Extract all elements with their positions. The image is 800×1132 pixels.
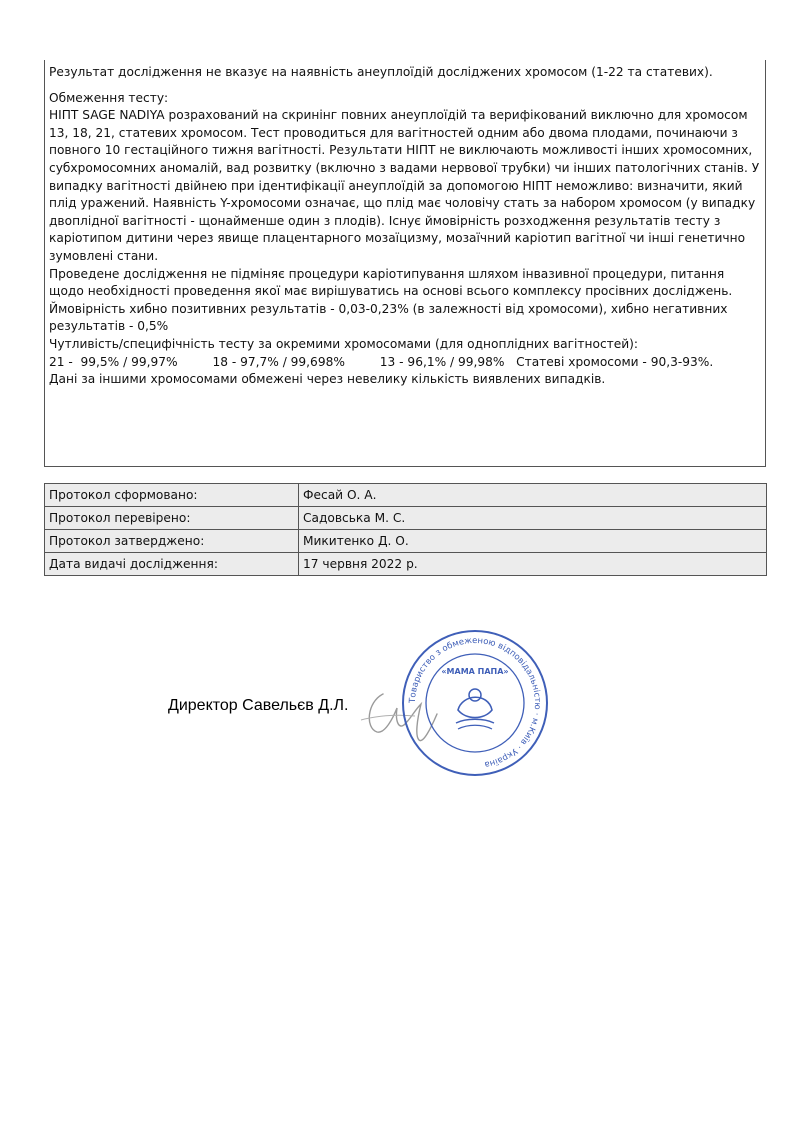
stamp-outer-text: Товариство з обмеженою відповідальністю · м.Київ · Україна [407, 635, 543, 770]
stamp-logo-head [469, 689, 481, 701]
sensitivity-chr21: 21 - 99,5% / 99,97% [49, 354, 178, 369]
sensitivity-heading: Чутливість/специфічність тесту за окремими хромосомами (для одноплідних вагітностей): [49, 336, 639, 351]
table-row [45, 484, 767, 507]
sensitivity-chr13: 13 - 96,1% / 99,98% [379, 354, 505, 369]
results-section [44, 60, 766, 467]
table-row [45, 553, 767, 576]
svg-text:Товариство з обмеженою відпові [408, 636, 542, 769]
table-row [45, 530, 767, 553]
company-stamp [400, 628, 550, 778]
table-row [45, 507, 767, 530]
sensitivity-sex: Статеві хромосоми - 90,3-93%. [516, 354, 714, 369]
protocol-formed-label: Протокол сформовано: [45, 484, 299, 507]
protocol-checked-value: Садовська М. С. [299, 507, 767, 530]
protocol-checked-label: Протокол перевірено: [45, 507, 299, 530]
limitations-text: НІПТ SAGE NADIYA розрахований на скринінг повних анеуплоїдій та верифікований виключно для хромосом 13, 18, 21, статевих хромосом. Тест проводиться для вагітностей одним або двома плодами, починаючи з повного 10 гестаційного тижня вагітності. Результати НІПТ не виключають можливості інших хромосомних, субхромосомних аномалій, вад розвитку (включно з вадами нервової трубки) чи інших патологічних станів. У випадку вагітності двійнею при ідентифікації анеуплоїдій за допомогою НІПТ неможливо: визначити, який плід уражений. Наявність Y-хромосоми означає, що плід має чоловічу стать за набором хромосом (у випадку двоплідної вагітності - щонайменше один з плодів). Існує ймовірність розходження результатів тесту з каріотипом дитини через явище плацентарного мозаїцизму, мозаїчний каріотип вагітної чи інші генетично зумовлені стани. [49, 108, 760, 263]
protocol-formed-value: Фесай О. А. [299, 484, 767, 507]
false-rates: Ймовірність хибно позитивних результатів - 0,03-0,23% (в залежності від хромосоми), хибно негативних результатів - 0,5% [49, 301, 728, 334]
issue-date-value: 17 червня 2022 р. [299, 553, 767, 576]
protocol-approved-value: Микитенко Д. О. [299, 530, 767, 553]
sensitivity-values [49, 354, 761, 372]
limitations-heading: Обмеження тесту: [49, 90, 169, 105]
procedure-note: Проведене дослідження не підміняє процедури каріотипування шляхом інвазивної процедури, питання щодо необхідності проведення якої має вирішуватись на основі всього комплексу просівних досліджень. [49, 266, 733, 299]
director-signature-line: Директор Савельєв Д.Л. [168, 697, 349, 714]
protocol-approved-label: Протокол затверджено: [45, 530, 299, 553]
stamp-inner-text: «МАМА ПАПА» [441, 667, 509, 676]
protocol-table [44, 483, 767, 576]
other-chromosomes-note: Дані за іншими хромосомами обмежені через невелику кількість виявлених випадків. [49, 372, 606, 387]
sensitivity-chr18: 18 - 97,7% / 99,698% [212, 354, 345, 369]
issue-date-label: Дата видачі дослідження: [45, 553, 299, 576]
results-conclusion: Результат дослідження не вказує на наявність анеуплоїдій досліджених хромосом (1-22 та статевих). [49, 65, 713, 79]
